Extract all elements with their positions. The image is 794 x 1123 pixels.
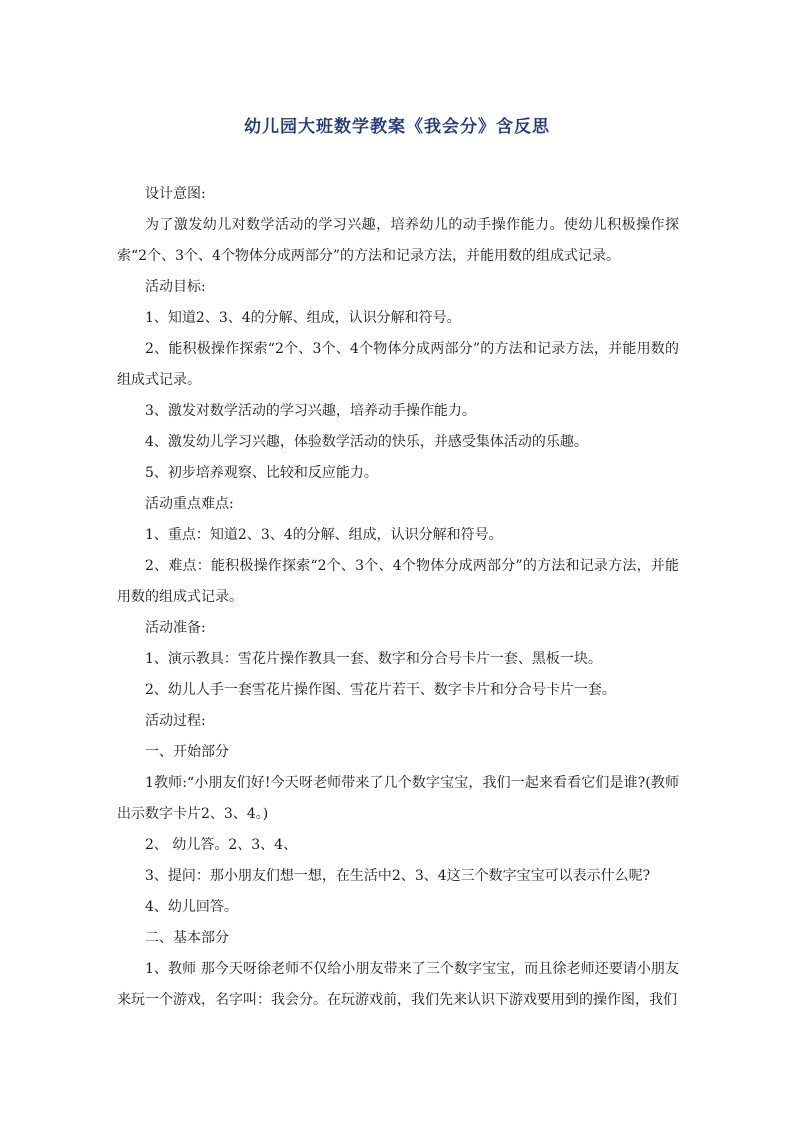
document-body <box>117 179 679 1016</box>
paragraph-process-heading: 活动过程: <box>145 713 206 729</box>
paragraph-goal-1: 1、知道2、3、4的分解、组成，认识分解和符号。 <box>145 310 461 326</box>
paragraph-section-basic: 二、基本部分 <box>145 930 229 946</box>
paragraph-basic-1: 1、教师 那今天呀徐老师不仅给小朋友带来了三个数字宝宝，而且徐老师还要请小朋友来玩一个游戏，名字叫：我会分。在玩游戏前，我们先来认识下游戏要用到的操作图，我们 <box>117 961 679 1008</box>
paragraph-goal-5: 5、初步培养观察、比较和反应能力。 <box>145 465 378 481</box>
paragraph-goal-2: 2、能积极操作探索“2个、3个、4个物体分成两部分”的方法和记录方法，并能用数的组成式记录。 <box>117 341 679 388</box>
paragraph-goals-heading: 活动目标: <box>145 279 206 295</box>
paragraph-key-point-1: 1、重点：知道2、3、4的分解、组成，认识分解和符号。 <box>145 527 503 543</box>
paragraph-design-intent: 为了激发幼儿对数学活动的学习兴趣，培养幼儿的动手操作能力。使幼儿积极操作探索“2个、3个、4个物体分成两部分”的方法和记录方法，并能用数的组成式记录。 <box>117 217 679 264</box>
paragraph-preparation-1: 1、演示教具：雪花片操作教具一套、数字和分合号卡片一套、黑板一块。 <box>145 651 602 667</box>
paragraph-preparation-heading: 活动准备: <box>145 620 206 636</box>
paragraph-preparation-2: 2、幼儿人手一套雪花片操作图、雪花片若干、数字卡片和分合号卡片一套。 <box>145 682 616 698</box>
paragraph-key-points-heading: 活动重点难点: <box>145 496 234 512</box>
paragraph-section-start: 一、开始部分 <box>145 744 229 760</box>
paragraph-start-2: 2、 幼儿答。2、3、4、 <box>145 837 298 853</box>
paragraph-design-intent-heading: 设计意图: <box>145 186 206 202</box>
document-title: 幼儿园大班数学教案《我会分》含反思 <box>244 117 550 137</box>
paragraph-start-4: 4、幼儿回答。 <box>145 899 238 915</box>
paragraph-start-1: 1教师:“小朋友们好!今天呀老师带来了几个数字宝宝，我们一起来看看它们是谁?(教师出示数字卡片2、3、4。) <box>117 775 679 822</box>
paragraph-key-point-2: 2、难点：能积极操作探索“2个、3个、4个物体分成两部分”的方法和记录方法，并能用数的组成式记录。 <box>117 558 679 605</box>
paragraph-start-3: 3、提问：那小朋友们想一想，在生活中2、3、4这三个数字宝宝可以表示什么呢? <box>145 868 651 884</box>
paragraph-goal-4: 4、激发幼儿学习兴趣，体验数学活动的快乐，并感受集体活动的乐趣。 <box>145 434 588 450</box>
paragraph-goal-3: 3、激发对数学活动的学习兴趣，培养动手操作能力。 <box>145 403 476 419</box>
